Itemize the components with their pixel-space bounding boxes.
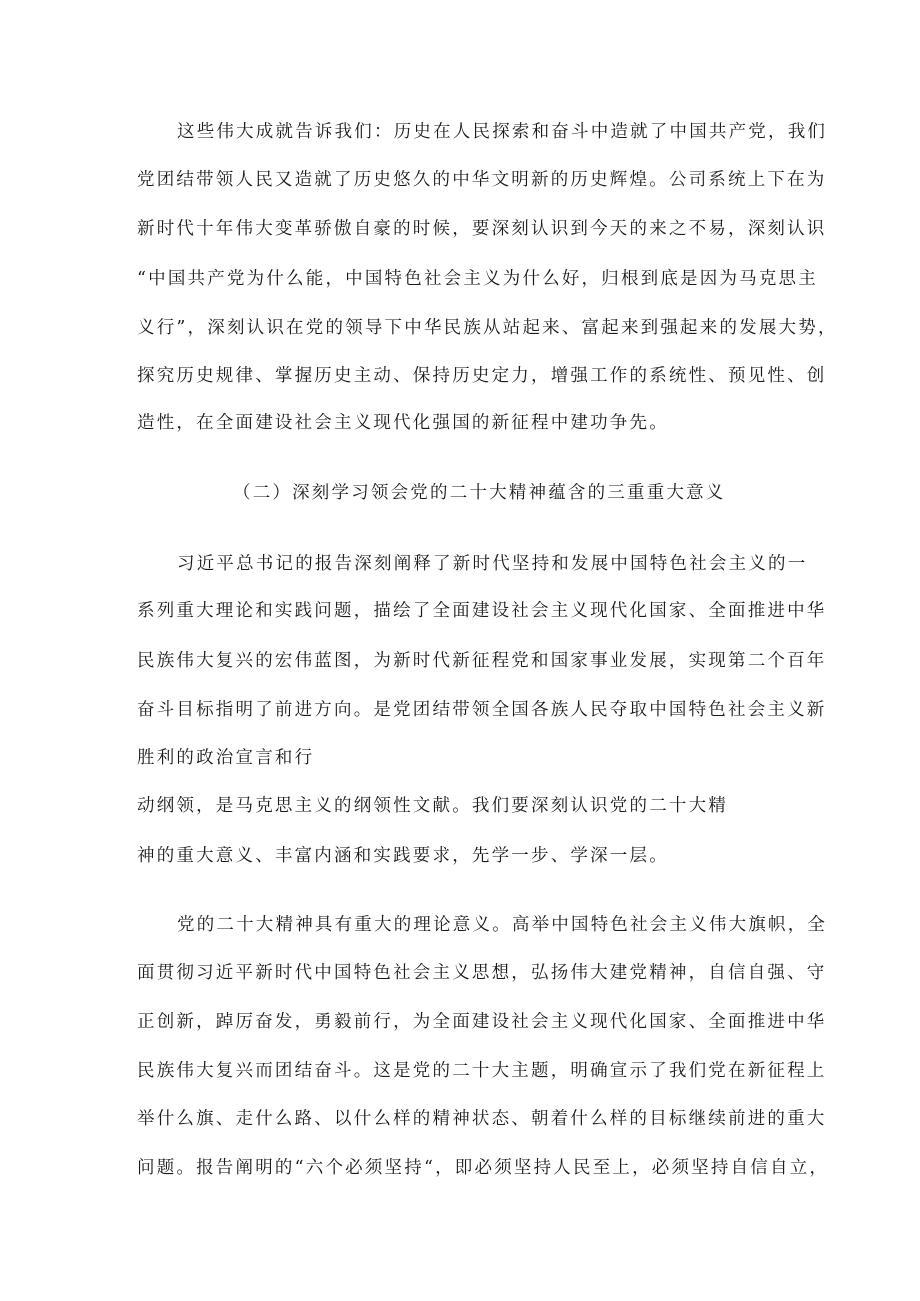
paragraph-line: 这些伟大成就告诉我们：历史在人民探索和奋斗中造就了中国共产党，我们 — [177, 122, 828, 142]
paragraph-line: 问题。报告阐明的“六个必须坚持“，即必须坚持人民至上，必须坚持自信自立， — [137, 1158, 830, 1178]
paragraph-line: 习近平总书记的报告深刻阐释了新时代坚持和发展中国特色社会主义的一 — [177, 554, 808, 574]
paragraph-line: 党团结带领人民又造就了历史悠久的中华文明新的历史辉煌。公司系统上下在为 — [137, 170, 827, 190]
paragraph-line: 造性，在全面建设社会主义现代化强国的新征程中建功争先。 — [137, 413, 669, 433]
paragraph-line: 新时代十年伟大变革骄傲自豪的时候，要深刻认识到今天的来之不易，深刻认识 — [137, 219, 827, 239]
paragraph-line: 奋斗目标指明了前进方向。是党团结带领全国各族人民夺取中国特色社会主义新 — [137, 700, 827, 720]
paragraph-line: 党的二十大精神具有重大的理论意义。高举中国特色社会主义伟大旗帜，全 — [177, 915, 828, 935]
paragraph-line: 动纲领，是马克思主义的纲领性文献。我们要深刻认识党的二十大精 — [137, 796, 728, 816]
paragraph-line: 正创新，踔厉奋发，勇毅前行，为全面建设社会主义现代化国家、全面推进中华 — [137, 1012, 827, 1032]
paragraph-line: 举什么旗、走什么路、以什么样的精神状态、朝着什么样的目标继续前进的重大 — [137, 1109, 827, 1129]
paragraph-line: 民族伟大复兴的宏伟蓝图，为新时代新征程党和国家事业发展，实现第二个百年 — [137, 651, 827, 671]
paragraph-line: 义行”，深刻认识在党的领导下中华民族从站起来、富起来到强起来的发展大势， — [137, 318, 838, 338]
paragraph-line: 面贯彻习近平新时代中国特色社会主义思想，弘扬伟大建党精神，自信自强、守 — [137, 963, 827, 983]
paragraph-line: 系列重大理论和实践问题，描绘了全面建设社会主义现代化国家、全面推进中华 — [137, 601, 827, 621]
paragraph-line: 神的重大意义、丰富内涵和实践要求，先学一步、学深一层。 — [137, 846, 669, 866]
paragraph-line: “中国共产党为什么能，中国特色社会主义为什么好，归根到底是因为马克思主 — [137, 269, 818, 289]
paragraph-line: 探究历史规律、掌握历史主动、保持历史定力，增强工作的系统性、预见性、创 — [137, 366, 827, 386]
paragraph-line: 民族伟大复兴而团结奋斗。这是党的二十大主题，明确宣示了我们党在新征程上 — [137, 1061, 827, 1081]
section-heading: （二）深刻学习领会党的二十大精神蕴含的三重重大意义 — [233, 483, 726, 503]
paragraph-line: 胜利的政治宣言和行 — [137, 748, 315, 768]
